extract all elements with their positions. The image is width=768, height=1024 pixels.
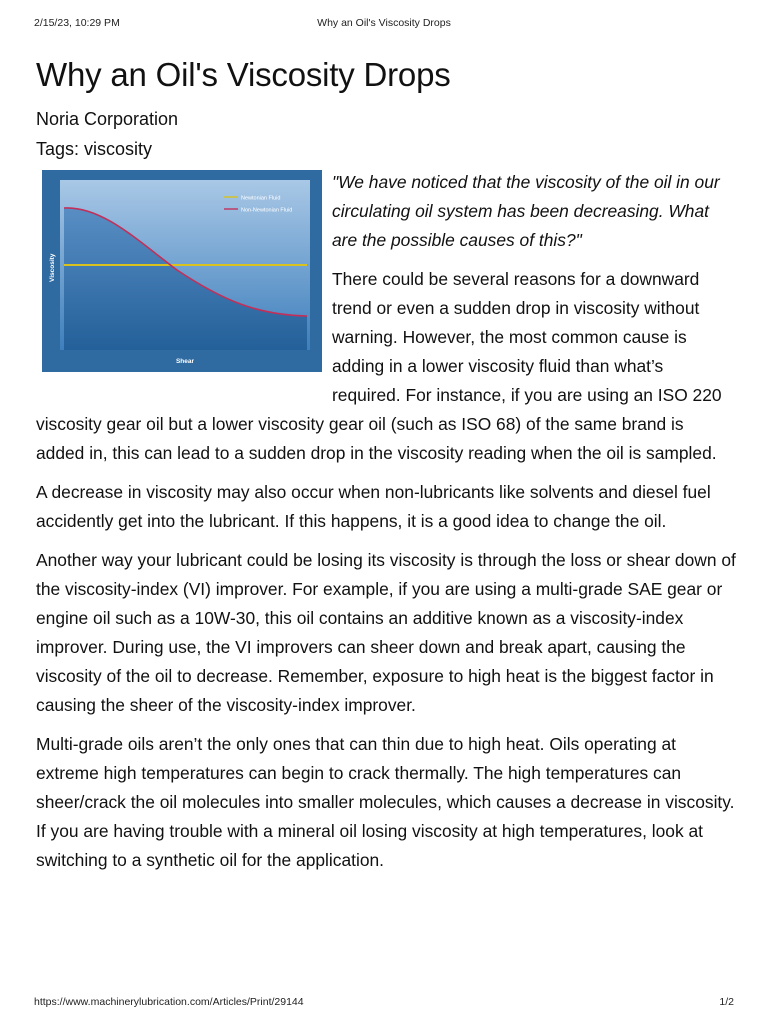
print-datetime: 2/15/23, 10:29 PM [34,17,120,29]
print-doc-title: Why an Oil's Viscosity Drops [317,17,451,29]
print-url[interactable]: https://www.machinerylubrication.com/Articles/Print/29144 [34,996,304,1008]
print-footer [34,996,734,1010]
figure-spacer [36,168,332,408]
print-header [34,17,734,31]
article-paragraph: There could be several reasons for a downward trend or even a sudden drop in viscosity without warning. However, the most common cause is adding in a lower viscosity fluid than what’s required. For instance, if you are using an ISO 220 viscosity gear oil but a lower viscosity gear oil (such as ISO 68) of the same brand is added in, this can lead to a sudden drop in the viscosity reading when the oil is sampled. [36,269,722,463]
page-number: 1/2 [719,996,734,1008]
article-author: Noria Corporation [36,109,179,129]
x-axis-label: Shear [175,358,195,365]
reader-question: "We have noticed that the viscosity of the oil in our circulating oil system has been decreasing. What are the possible causes of this?" [332,172,720,250]
article-paragraph: Multi-grade oils aren’t the only ones that can thin due to high heat. Oils operating at extreme high temperatures can begin to crack thermally. The high temperatures can sheer/crack the oil molecules into smaller molecules, which causes a decrease in viscosity. If you are having trouble with a mineral oil losing viscosity at high temperatures, look at switching to a synthetic oil for the application. [36,734,735,870]
legend-label-newtonian: Newtonian Fluid [241,195,281,202]
article-paragraph: Another way your lubricant could be losing its viscosity is through the loss or shear down of the viscosity-index (VI) improver. For example, if you are using a multi-grade SAE gear or engine oil such as a 10W-30, this oil contains an additive known as a viscosity-index improver. During use, the VI improvers can sheer down and break apart, causing the viscosity of the oil to decrease. Remember, exposure to high heat is the biggest factor in causing the sheer of the viscosity-index improver. [36,550,736,715]
article-body [36,168,736,885]
article-title: Why an Oil's Viscosity Drops [36,56,451,93]
y-axis-label: Viscosity [49,253,56,282]
article-tags: Tags: viscosity [36,139,153,159]
legend-label-non-newtonian: Non-Newtonian Fluid [241,207,293,214]
article-paragraph: A decrease in viscosity may also occur when non-lubricants like solvents and diesel fuel accidently get into the lubricant. If this happens, it is a good idea to change the oil. [36,482,711,531]
